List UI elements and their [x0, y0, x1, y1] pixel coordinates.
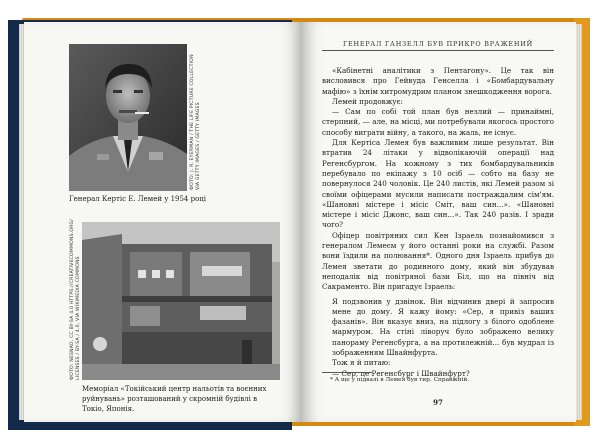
body-text: [322, 66, 554, 379]
memorial-building-image: [82, 222, 280, 380]
paragraph: Для Кертіса Лемея був важливим лише результат. Він втратив 24 літаки у відволікаючій операції над Регенсбургом. На кожному з тих бомбардувальників перебувало по екіпажу з 10 осіб — собто на базу не повернулося 240 чоловік. Це 240 листів, які Лемей разом зі своїми офіцерами мусили написати постраждалим сім'ям. «Шановні містере і місіс Сміт, ваш син...». «Шановні містере і місіс Джонс, ваш син...». Так 240 разів. І зради чого?: [322, 138, 554, 230]
portrait-credit-line-2: VIA GETTY IMAGES / GETTY IMAGES: [196, 102, 201, 190]
paragraph: Лемей продовжує:: [332, 96, 403, 106]
running-head-rule: [322, 50, 554, 51]
paragraph: «Кабінетні аналітики з Пентагону». Це так він висловився про Гейвуда Генселла і «Бомбардувальну мафію» з їхнім хитромудрим планом знешкодження ворога.: [322, 66, 554, 96]
portrait-caption: Генерал Кертіс Е. Лемей у 1954 році: [69, 195, 207, 203]
portrait-photo: [69, 44, 187, 191]
memorial-credit-line-1: ФОТО: NESNAD, CC BY-SA 4.0 HTTPS://CREATIVECOMMONS.ORG/: [70, 218, 75, 380]
paragraph: — Сам по собі той план був незлий — принаймні, стерпний, — але, на місці, ми потребували якогось простого способу виграти війну, а такого, на жаль, не існує.: [322, 107, 554, 137]
page-number: 97: [433, 398, 443, 407]
portrait-credit-line-1: ФОТО: J. R. EYERMAN / THE LIFE PICTURE COLLECTION: [190, 54, 195, 190]
footnote-rule: [322, 372, 372, 373]
running-head: ГЕНЕРАЛ ГАНЗЕЛЛ БУВ ПРИКРО ВРАЖЕНИЙ: [342, 40, 534, 48]
memorial-photo-credit: [70, 219, 82, 380]
memorial-credit-line-2: LICENSES / BY-SA / 4.0, VIA WIKIMEDIA COMMONS: [76, 256, 81, 380]
quote-paragraph: — Сер, це Регенсбург і Швайнфурт?: [332, 368, 470, 378]
memorial-building-photo: [82, 222, 280, 380]
paragraph: Офіцер повітряних сил Кен Ізраель познайомився з генералом Лемеєм у його останні роки на службі. Разом вони їздили на полювання*. Одного дня Ізраель прибув до Лемея зветати до родинного дому, який він збудував неподалік від повітряної бази Біл, що на північ від Сакраменто. Він пригадує Ізраель:: [322, 230, 554, 292]
memorial-caption: Меморіал «Токійський центр нальотів та воєнних руйнувань» розташований у скромній будівлі в Токіо, Японія.: [82, 385, 267, 413]
quote-paragraph: Я подзвонив у дзвінок. Він відчинив двері й запросив мене до дому. Я кажу йому: «Сер, я привіз ваших фазанів». Він вказує вниз, на підлогу з білого одоблене мармуром. На стіні ліворуч було зображено велику панораму Регенсбурга, а на протилежній... був мудрал із зображенням Швайнфурта.: [332, 296, 554, 358]
footnote: * А ще у підвалі в Лемея був тир. Справжній.: [330, 377, 470, 383]
portrait-photo-image: [69, 44, 187, 191]
portrait-photo-credit: [190, 54, 202, 190]
quote-paragraph: Тож я й питаю:: [332, 358, 391, 368]
